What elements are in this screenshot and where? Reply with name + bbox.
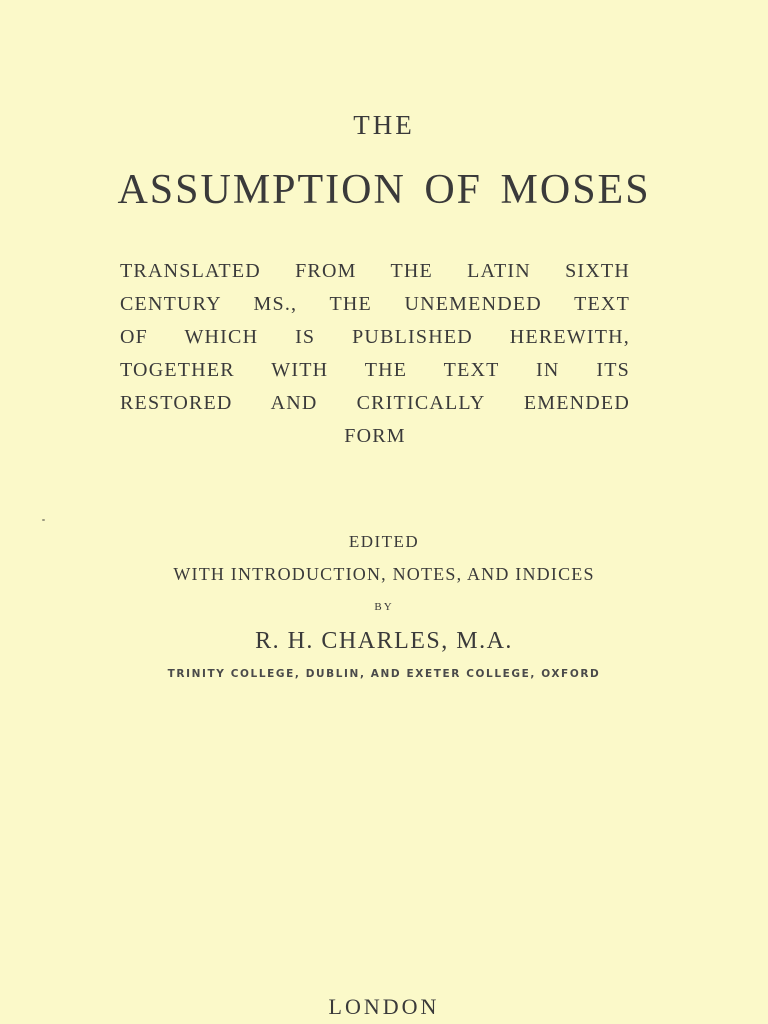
book-title: ASSUMPTION OF MOSES bbox=[117, 167, 651, 213]
author-affiliation: TRINITY COLLEGE, DUBLIN, AND EXETER COLLEGE, OXFORD bbox=[167, 668, 601, 680]
edition-note: WITH INTRODUCTION, NOTES, AND INDICES bbox=[173, 564, 595, 584]
paper-speck bbox=[42, 519, 45, 521]
subtitle-block bbox=[120, 255, 630, 453]
subtitle-line: RESTORED AND CRITICALLY EMENDED bbox=[120, 392, 630, 414]
subtitle-line: OF WHICH IS PUBLISHED HEREWITH, bbox=[120, 326, 630, 348]
publication-place: LONDON bbox=[328, 994, 440, 1019]
edited-label: EDITED bbox=[348, 532, 420, 551]
subtitle-line: FORM bbox=[344, 425, 406, 447]
subtitle-line: TOGETHER WITH THE TEXT IN ITS bbox=[120, 359, 630, 381]
title-article: THE bbox=[353, 110, 415, 140]
by-label: BY bbox=[374, 601, 394, 613]
subtitle-line: CENTURY MS., THE UNEMENDED TEXT bbox=[120, 293, 630, 315]
author-name: R. H. CHARLES, M.A. bbox=[255, 628, 513, 654]
subtitle-line: TRANSLATED FROM THE LATIN SIXTH bbox=[120, 260, 630, 282]
